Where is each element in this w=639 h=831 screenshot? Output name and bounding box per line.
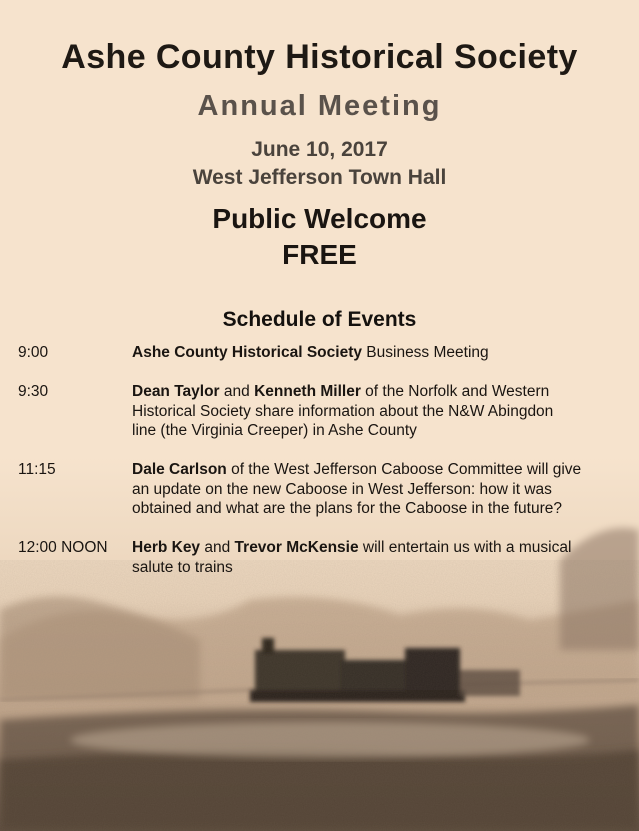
description-text: and <box>200 539 235 556</box>
speaker-name: Dale Carlson <box>132 461 227 478</box>
page-title: Ashe County Historical Society <box>61 38 578 76</box>
admission-free: FREE <box>282 239 357 270</box>
description-text: line (the Virginia Creeper) in Ashe County <box>132 422 417 439</box>
description-text: salute to trains <box>132 558 233 576</box>
description-line <box>132 499 622 519</box>
description-text: and <box>219 383 255 400</box>
description-line <box>132 538 622 558</box>
description-line <box>132 480 622 500</box>
schedule-time: 11:15 <box>18 461 56 478</box>
description-line <box>132 402 622 422</box>
event-venue: West Jefferson Town Hall <box>192 166 447 189</box>
schedule-description <box>132 343 622 363</box>
schedule-time: 9:30 <box>18 383 49 400</box>
speaker-name: Dean Taylor <box>132 383 220 400</box>
schedule-description <box>132 538 622 577</box>
schedule-heading: Schedule of Events <box>222 308 417 331</box>
description-text: Business Meeting <box>361 344 489 361</box>
description-line <box>132 558 622 578</box>
schedule-time: 12:00 NOON <box>18 539 108 556</box>
speaker-name: Kenneth Miller <box>254 383 361 400</box>
description-text: of the West Jefferson Caboose Committee will give <box>226 461 582 478</box>
event-date: June 10, 2017 <box>251 138 388 161</box>
description-line <box>132 421 622 441</box>
description-text: of the Norfolk and Western <box>360 383 550 400</box>
schedule-description <box>132 382 622 441</box>
speaker-name: Ashe County Historical Society <box>132 344 362 361</box>
description-line <box>132 382 622 402</box>
schedule-description <box>132 460 622 519</box>
description-text: Historical Society share information about the N&W Abingdon <box>132 402 554 420</box>
description-text: will entertain us with a musical <box>358 539 572 556</box>
speaker-name: Herb Key <box>132 539 201 556</box>
description-line <box>132 460 622 480</box>
public-welcome: Public Welcome <box>212 203 427 234</box>
subtitle: Annual Meeting <box>197 90 442 122</box>
description-text: obtained and what are the plans for the Caboose in the future? <box>132 500 562 517</box>
speaker-name: Trevor McKensie <box>234 539 359 556</box>
schedule-time: 9:00 <box>18 344 49 361</box>
description-text: an update on the new Caboose in West Jefferson: how it was <box>132 480 552 498</box>
description-line <box>132 343 622 363</box>
